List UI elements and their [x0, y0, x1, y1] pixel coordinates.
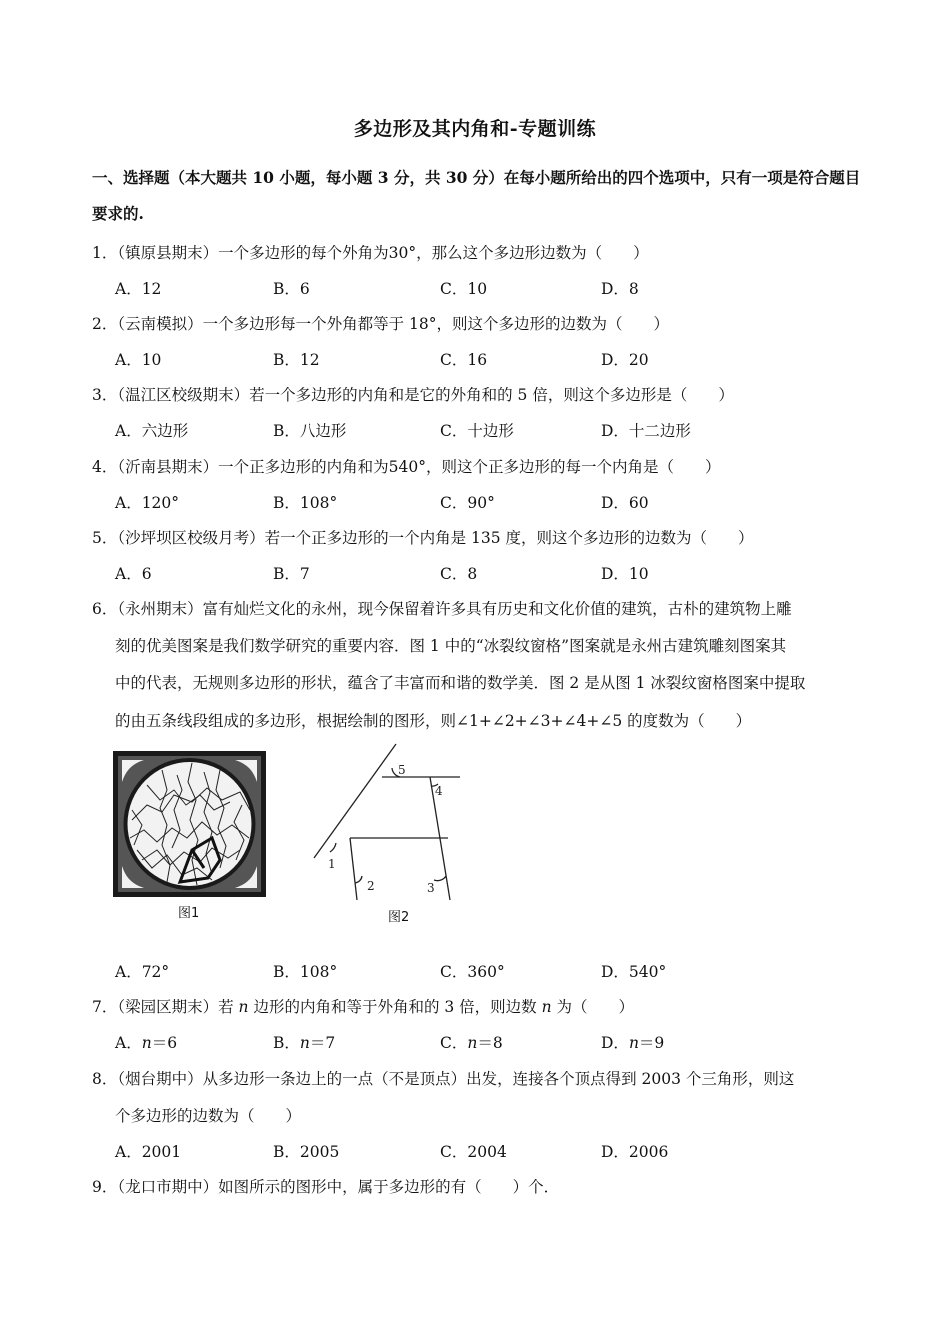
option-b: B．2005	[273, 1143, 340, 1161]
angle-2-label: 2	[367, 879, 375, 893]
option-b: B．n＝7	[273, 1034, 336, 1052]
question-6-line-1: 6．（永州期末）富有灿烂文化的永州，现今保留着许多具有历史和文化价值的建筑，古朴的建筑物上雕	[92, 600, 792, 618]
angle-5-label: 5	[398, 763, 406, 777]
option-a: A．6	[115, 565, 152, 583]
question-6-line-2: 刻的优美图案是我们数学研究的重要内容．图 1 中的“冰裂纹窗格”图案就是永州古建筑雕刻图案其	[115, 637, 787, 655]
option-c: C．2004	[440, 1143, 507, 1161]
option-d: D．8	[601, 280, 639, 298]
option-a: A．2001	[115, 1143, 182, 1161]
option-b: B．八边形	[273, 422, 347, 440]
question-5: 5．（沙坪坝区校级月考）若一个正多边形的一个内角是 135 度，则这个多边形的边数为（ ）	[92, 529, 754, 547]
options-q6	[115, 960, 815, 982]
page-title: 多边形及其内角和-专题训练	[353, 118, 597, 140]
question-7: 7．（梁园区期末）若 n 边形的内角和等于外角和的 3 倍，则边数 n 为（ ）	[92, 998, 635, 1016]
options-q7	[115, 1031, 815, 1053]
option-d: D．10	[601, 565, 649, 583]
option-d: D．n＝9	[601, 1034, 665, 1052]
option-a: A．72°	[115, 963, 170, 981]
option-a: A．六边形	[115, 422, 189, 440]
section-heading: 一、选择题（本大题共 10 小题，每小题 3 分，共 30 分）在每小题所给出的四个选项中，只有一项是符合题目要求的.	[92, 168, 861, 223]
figure-1-caption: 图1	[178, 906, 200, 921]
options-q5	[115, 562, 815, 584]
question-4: 4．（沂南县期末）一个正多边形的内角和为540°，则这个正多边形的每一个内角是（ ）	[92, 458, 721, 476]
option-a: A．n＝6	[115, 1034, 178, 1052]
question-1: 1．（镇原县期末）一个多边形的每个外角为30°，那么这个多边形边数为（ ）	[92, 244, 649, 262]
option-d: D．60	[601, 494, 649, 512]
option-b: B．108°	[273, 963, 338, 981]
options-q4	[115, 491, 815, 513]
question-8-line-2: 个多边形的边数为（ ）	[115, 1107, 302, 1125]
question-6-line-4: 的由五条线段组成的多边形，根据绘制的图形，则∠1+∠2+∠3+∠4+∠5 的度数为（ ）	[115, 712, 752, 730]
pentagon-angles-figure	[310, 740, 470, 910]
options-q1	[115, 277, 815, 299]
option-d: D．十二边形	[601, 422, 691, 440]
figure-2-caption: 图2	[388, 910, 410, 925]
options-q8	[115, 1140, 815, 1162]
option-d: D．540°	[601, 963, 667, 981]
option-c: C．16	[440, 351, 488, 369]
option-b: B．108°	[273, 494, 338, 512]
option-a: A．120°	[115, 494, 180, 512]
angle-3-label: 3	[427, 881, 435, 895]
question-9: 9．（龙口市期中）如图所示的图形中，属于多边形的有（ ）个．	[92, 1178, 560, 1196]
option-d: D．20	[601, 351, 649, 369]
question-8-line-1: 8．（烟台期中）从多边形一条边上的一点（不是顶点）出发，连接各个顶点得到 2003 个三角形，则这	[92, 1070, 795, 1088]
option-c: C．n＝8	[440, 1034, 503, 1052]
option-a: A．10	[115, 351, 162, 369]
question-2: 2．（云南模拟）一个多边形每一个外角都等于 18°，则这个多边形的边数为（ ）	[92, 315, 670, 333]
option-c: C．90°	[440, 494, 495, 512]
option-c: C．8	[440, 565, 478, 583]
option-c: C．10	[440, 280, 488, 298]
option-c: C．360°	[440, 963, 505, 981]
question-6-line-3: 中的代表，无规则多边形的形状，蕴含了丰富而和谐的数学美．图 2 是从图 1 冰裂纹窗格图案中提取	[115, 674, 806, 692]
angle-1-label: 1	[328, 857, 336, 871]
option-a: A．12	[115, 280, 162, 298]
option-b: B．7	[273, 565, 310, 583]
question-3: 3．（温江区校级期末）若一个多边形的内角和是它的外角和的 5 倍，则这个多边形是（ ）	[92, 386, 734, 404]
options-q2	[115, 348, 815, 370]
option-c: C．十边形	[440, 422, 514, 440]
options-q3	[115, 419, 815, 441]
option-b: B．12	[273, 351, 320, 369]
option-b: B．6	[273, 280, 310, 298]
ice-crack-window-figure	[112, 750, 267, 898]
option-d: D．2006	[601, 1143, 669, 1161]
angle-4-label: 4	[435, 784, 443, 798]
